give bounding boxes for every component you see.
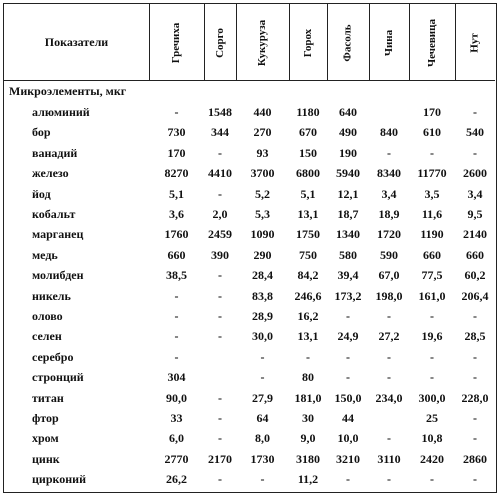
table-cell: 270 [253, 125, 272, 140]
table-cell: 1750 [296, 227, 320, 242]
table-cell: 12,1 [337, 186, 359, 201]
table-cell: 730 [167, 125, 186, 140]
table-cell: - [174, 349, 179, 364]
table-cell: 390 [211, 247, 229, 262]
table-cell: 2770 [164, 451, 189, 466]
table-cell: 10,8 [421, 431, 443, 446]
table-row [4, 329, 495, 349]
table-cell: 173,2 [334, 288, 362, 303]
table-header [4, 4, 495, 81]
column-header-label: Нут [469, 32, 481, 53]
table-cell: 5,1 [169, 186, 184, 201]
row-label: стронций [32, 370, 84, 385]
table-cell: 1548 [208, 105, 232, 119]
row-label: кобальт [32, 207, 76, 221]
param-column-header: Показатели [44, 35, 109, 49]
table-cell: 33 [170, 411, 183, 425]
table-cell: 18,9 [378, 207, 400, 221]
section-title: Микроэлементы, мкг [9, 84, 127, 98]
table-cell: 28,9 [252, 309, 273, 323]
table-row [4, 309, 495, 329]
table-cell: 3,5 [424, 186, 440, 201]
column-header [149, 4, 204, 81]
table-cell: 28,5 [464, 329, 486, 344]
table-cell: - [387, 472, 391, 487]
table-cell: 77,5 [421, 268, 443, 283]
table-cell: 5,1 [300, 186, 316, 201]
column-header [236, 4, 289, 81]
table-cell: 93 [256, 145, 269, 160]
table-cell: - [387, 349, 391, 364]
table-cell: 1340 [336, 227, 360, 242]
column-header-label: Чечевица [426, 18, 439, 67]
table-cell: 198,0 [375, 288, 403, 303]
table-cell: 150 [299, 145, 317, 160]
table-cell: 670 [299, 125, 317, 140]
table-cell: 27,9 [252, 390, 273, 405]
table-row [4, 289, 495, 309]
table-row [4, 248, 495, 268]
column-header [289, 4, 327, 81]
table-cell: - [260, 349, 265, 364]
table-cell: 300,0 [418, 390, 446, 405]
table-cell: 840 [380, 125, 398, 140]
column-header-label: Фасоль [342, 23, 354, 62]
table-row [4, 187, 495, 207]
table-cell: 3210 [336, 451, 360, 466]
table-row [4, 391, 495, 411]
column-header [327, 4, 369, 81]
table-cell: - [174, 105, 179, 119]
table-row [4, 452, 495, 472]
table-cell: - [430, 145, 434, 160]
table-cell: - [346, 370, 350, 385]
table-cell: - [346, 349, 350, 364]
table-cell: - [218, 288, 222, 303]
table-cell: 6800 [296, 166, 320, 181]
table-cell: 246,6 [294, 288, 322, 303]
table-cell: 13,1 [297, 207, 319, 221]
column-header [369, 4, 409, 81]
table-cell: 181,0 [294, 390, 322, 405]
table-cell: - [218, 329, 222, 344]
table-cell: 6,0 [169, 431, 184, 446]
row-label: серебро [32, 349, 74, 364]
table-cell: 540 [466, 125, 484, 140]
table-cell: - [218, 431, 222, 446]
table-cell: - [218, 145, 222, 160]
column-header [455, 4, 495, 81]
table-cell: - [346, 309, 350, 323]
table-cell: 8270 [164, 166, 189, 181]
table-cell: 1190 [420, 227, 444, 242]
table-cell: 38,5 [166, 268, 187, 283]
table-cell: 590 [380, 247, 398, 262]
table-cell: 170 [167, 145, 186, 160]
table-cell: 3,4 [467, 186, 483, 201]
table-cell: - [260, 472, 265, 487]
table-cell: 9,0 [300, 431, 316, 446]
table-cell: 60,2 [464, 268, 486, 283]
table-cell: 660 [466, 247, 484, 262]
table-cell: - [174, 309, 179, 323]
table-cell: - [473, 370, 477, 385]
table-cell: 2,0 [212, 207, 228, 221]
table-cell: 170 [423, 105, 441, 119]
table-cell: 3700 [250, 166, 275, 181]
table-row [4, 125, 495, 145]
table-cell: 8,0 [255, 431, 270, 446]
table-cell: 660 [167, 247, 186, 262]
table-cell: 150,0 [334, 390, 362, 405]
table-cell: 3110 [377, 451, 401, 466]
microelements-table [3, 3, 497, 493]
table-cell: - [218, 186, 222, 201]
row-label: медь [32, 247, 58, 262]
table-cell: 39,4 [337, 268, 359, 283]
table-cell: 190 [339, 145, 357, 160]
column-header-label: Сорго [213, 27, 226, 58]
table-row [4, 350, 495, 370]
table-cell: - [473, 349, 477, 364]
table-cell: 2600 [463, 166, 487, 181]
row-label: цинк [32, 451, 60, 466]
table-cell: - [218, 472, 222, 487]
table-cell: 344 [211, 125, 229, 140]
table-cell: 1180 [296, 105, 320, 119]
table-cell: - [218, 390, 222, 405]
table-cell: - [387, 370, 391, 385]
table-cell: 1090 [250, 227, 275, 242]
row-label: ванадий [32, 145, 78, 160]
table-cell: 28,4 [252, 268, 273, 283]
row-label: цирконий [32, 472, 86, 487]
table-row [4, 472, 495, 492]
table-cell: - [473, 309, 477, 323]
column-header-label: Кукуруза [256, 19, 269, 66]
table-cell: 2420 [420, 451, 444, 466]
column-header [409, 4, 455, 81]
row-label: селен [32, 329, 62, 344]
table-cell: 440 [253, 105, 272, 119]
table-cell: - [473, 145, 477, 160]
table-cell: - [260, 370, 265, 385]
table-row [4, 431, 495, 451]
table-cell: 1760 [164, 227, 189, 242]
row-label: никель [32, 288, 71, 303]
table-cell: - [218, 411, 222, 425]
table-cell: 1720 [377, 227, 401, 242]
table-cell: 2140 [463, 227, 487, 242]
row-label: фтор [32, 411, 59, 425]
table-cell: 64 [256, 411, 269, 425]
table-cell: 11,6 [421, 207, 443, 221]
table-cell: - [174, 288, 179, 303]
table-cell: 30 [302, 411, 314, 425]
table-cell: - [430, 370, 434, 385]
table-cell: 610 [423, 125, 441, 140]
table-cell: 11,2 [297, 472, 319, 487]
table-cell: - [387, 309, 391, 323]
table-row [4, 268, 495, 288]
table-row [4, 146, 495, 166]
row-label: титан [32, 390, 64, 405]
table-cell: 67,0 [378, 268, 400, 283]
table-cell: 24,9 [337, 329, 359, 344]
table-cell: 90,0 [166, 390, 187, 405]
table-cell: 750 [299, 247, 317, 262]
table-cell: 80 [302, 370, 314, 385]
table-cell: 2459 [208, 227, 232, 242]
row-label: олово [32, 309, 63, 323]
table-cell: 30,0 [252, 329, 273, 344]
table-cell: - [387, 431, 391, 446]
table-cell: 84,2 [297, 268, 319, 283]
table-row [4, 105, 495, 125]
table-cell: 83,8 [252, 288, 273, 303]
table-cell: 25 [426, 411, 438, 425]
table-cell: 26,2 [166, 472, 187, 487]
table-cell: 234,0 [375, 390, 403, 405]
table-row [4, 370, 495, 390]
table-cell: 660 [423, 247, 441, 262]
table-cell: 3,6 [169, 207, 184, 221]
table-cell: 490 [339, 125, 357, 140]
table-cell: - [430, 309, 434, 323]
column-header-label: Гречиха [170, 22, 183, 63]
table-row [4, 207, 495, 227]
table-cell: 27,2 [378, 329, 400, 344]
table-cell: 5,2 [255, 186, 270, 201]
row-label: йод [32, 186, 51, 201]
table-cell: 13,1 [297, 329, 319, 344]
table-row [4, 166, 495, 186]
table-cell: 580 [339, 247, 357, 262]
column-header-label: Чина [383, 29, 395, 56]
table-cell: - [174, 329, 179, 344]
table-cell: - [218, 309, 222, 323]
table-cell: 290 [253, 247, 272, 262]
table-cell: 5,3 [255, 207, 270, 221]
row-label: алюминий [32, 105, 90, 119]
column-header [204, 4, 236, 81]
table-cell: 304 [167, 370, 186, 385]
table-cell: 10,0 [337, 431, 359, 446]
table-cell: 161,0 [418, 288, 446, 303]
table-cell: 2170 [208, 451, 232, 466]
row-label: железо [32, 166, 69, 181]
table-cell: 228,0 [461, 390, 489, 405]
table-row [4, 227, 495, 247]
table-cell: 18,7 [337, 207, 359, 221]
table-cell: - [473, 411, 477, 425]
table-cell: - [346, 472, 350, 487]
column-header-label: Горох [301, 28, 314, 57]
table-cell: 1730 [250, 451, 275, 466]
table-cell: - [430, 472, 434, 487]
table-cell: - [473, 431, 477, 446]
table-cell: - [473, 105, 477, 119]
table-cell: - [430, 349, 434, 364]
table-cell: 2860 [463, 451, 487, 466]
row-label: молибден [32, 268, 84, 283]
table-cell: - [387, 145, 391, 160]
table-cell: 206,4 [461, 288, 489, 303]
table-cell: 9,5 [467, 207, 483, 221]
table-cell: - [473, 472, 477, 487]
table-cell: 640 [339, 105, 357, 119]
table-cell: - [218, 268, 222, 283]
table-cell: 16,2 [297, 309, 319, 323]
table-cell: 11770 [417, 166, 447, 181]
row-label: бор [32, 125, 51, 140]
table-cell: 5940 [336, 166, 360, 181]
table-cell: - [306, 349, 310, 364]
table-cell: 44 [342, 411, 354, 425]
row-label: марганец [32, 227, 84, 242]
table-row [4, 411, 495, 431]
table-cell: 3180 [296, 451, 320, 466]
table-cell: 19,6 [421, 329, 443, 344]
table-cell: 3,4 [381, 186, 397, 201]
table-cell: 8340 [377, 166, 401, 181]
table-cell: 4410 [208, 166, 232, 181]
row-label: хром [32, 431, 59, 446]
